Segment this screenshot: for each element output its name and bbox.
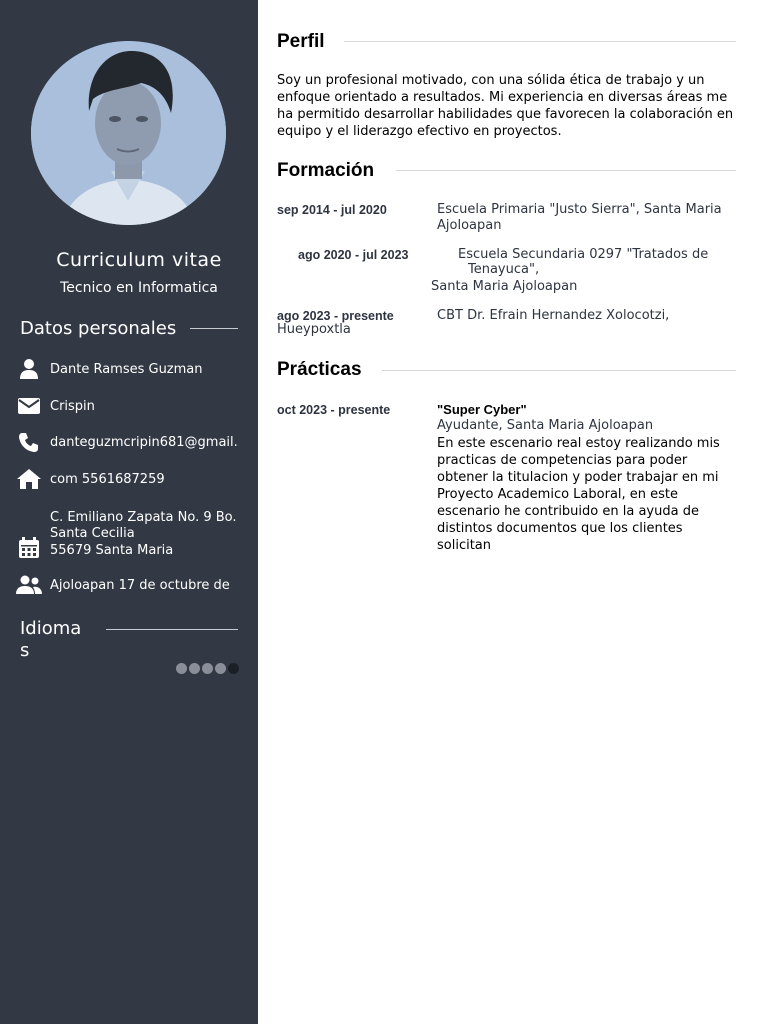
cv-title: Curriculum vitae <box>56 249 222 271</box>
practice-line: En este escenario real estoy realizando mis <box>437 436 720 451</box>
language-dot-filled <box>189 663 200 674</box>
address-line-1: C. Emiliano Zapata No. 9 Bo. <box>50 510 237 525</box>
profile-line: enfoque orientado a resultados. Mi experiencia en diversas áreas me <box>277 90 728 105</box>
education-school: Escuela Primaria "Justo Sierra", Santa Maria <box>437 202 722 217</box>
education-divider <box>396 170 736 171</box>
practice-role: Ayudante, Santa Maria Ajoloapan <box>437 418 654 433</box>
education-school: Hueypoxtla <box>277 322 351 337</box>
profile-line: ha permitido desarrollar habilidades que favorecen la colaboración en <box>277 107 734 122</box>
education-date: ago 2020 - jul 2023 <box>298 248 409 262</box>
language-dot-filled <box>202 663 213 674</box>
phone-icon <box>16 431 42 453</box>
language-dot-filled <box>215 663 226 674</box>
practice-line: practicas de competencias para poder <box>437 453 688 468</box>
education-school: CBT Dr. Efrain Hernandez Xolocotzi, <box>437 308 670 323</box>
home-icon <box>16 468 42 490</box>
profile-line: Soy un profesional motivado, con una sólida ética de trabajo y un <box>277 73 705 88</box>
profile-divider <box>344 41 736 42</box>
education-school: Ajoloapan <box>437 218 502 233</box>
language-dot-filled <box>176 663 187 674</box>
profile-heading: Perfil <box>277 31 325 52</box>
contact-text: com 5561687259 <box>50 472 165 487</box>
contact-text: Ajoloapan 17 de octubre de <box>50 578 230 593</box>
languages-divider <box>106 629 238 630</box>
envelope-icon <box>16 395 42 417</box>
practice-line: obtener la titulacion y poder trabajar en mi <box>437 470 719 485</box>
languages-heading-line2: s <box>20 640 30 661</box>
profile-line: equipo y el liderazgo efectivo en proyectos. <box>277 124 562 139</box>
cv-subtitle: Tecnico en Informatica <box>60 280 218 296</box>
practice-line: escenario he contribuido en la ayuda de <box>437 504 699 519</box>
address-line-3: 55679 Santa Maria <box>50 543 174 558</box>
personal-data-divider <box>190 328 238 329</box>
profile-photo <box>31 41 226 225</box>
contact-text: Crispin <box>50 399 95 414</box>
address-line-2: Santa Cecilia <box>50 526 135 541</box>
education-heading: Formación <box>277 160 375 181</box>
education-school: Escuela Secundaria 0297 "Tratados de <box>458 247 709 262</box>
education-school: Tenayuca", <box>468 262 540 277</box>
sidebar <box>0 0 258 1024</box>
practices-divider <box>382 370 736 371</box>
contact-text: danteguzmcripin681@gmail. <box>50 435 238 450</box>
practice-title: "Super Cyber" <box>437 402 527 417</box>
practice-line: distintos documentos que los clientes <box>437 521 683 536</box>
practice-line: Proyecto Academico Laboral, en este <box>437 487 679 502</box>
contact-text: Dante Ramses Guzman <box>50 362 203 377</box>
education-school: Santa Maria Ajoloapan <box>431 279 578 294</box>
education-date: ago 2023 - presente <box>277 309 394 323</box>
profile-text <box>277 72 737 140</box>
education-date: sep 2014 - jul 2020 <box>277 203 387 217</box>
languages-heading-line1: Idioma <box>20 618 82 639</box>
practice-description <box>437 435 737 554</box>
language-dot-empty <box>228 663 239 674</box>
calendar-icon <box>16 537 42 559</box>
people-icon <box>16 574 42 596</box>
practice-line: solicitan <box>437 538 492 553</box>
main-content <box>258 0 768 1024</box>
personal-data-heading: Datos personales <box>20 318 177 339</box>
practices-heading: Prácticas <box>277 359 362 380</box>
person-icon <box>16 358 42 380</box>
practice-date: oct 2023 - presente <box>277 403 391 417</box>
portrait-illustration <box>31 41 226 225</box>
